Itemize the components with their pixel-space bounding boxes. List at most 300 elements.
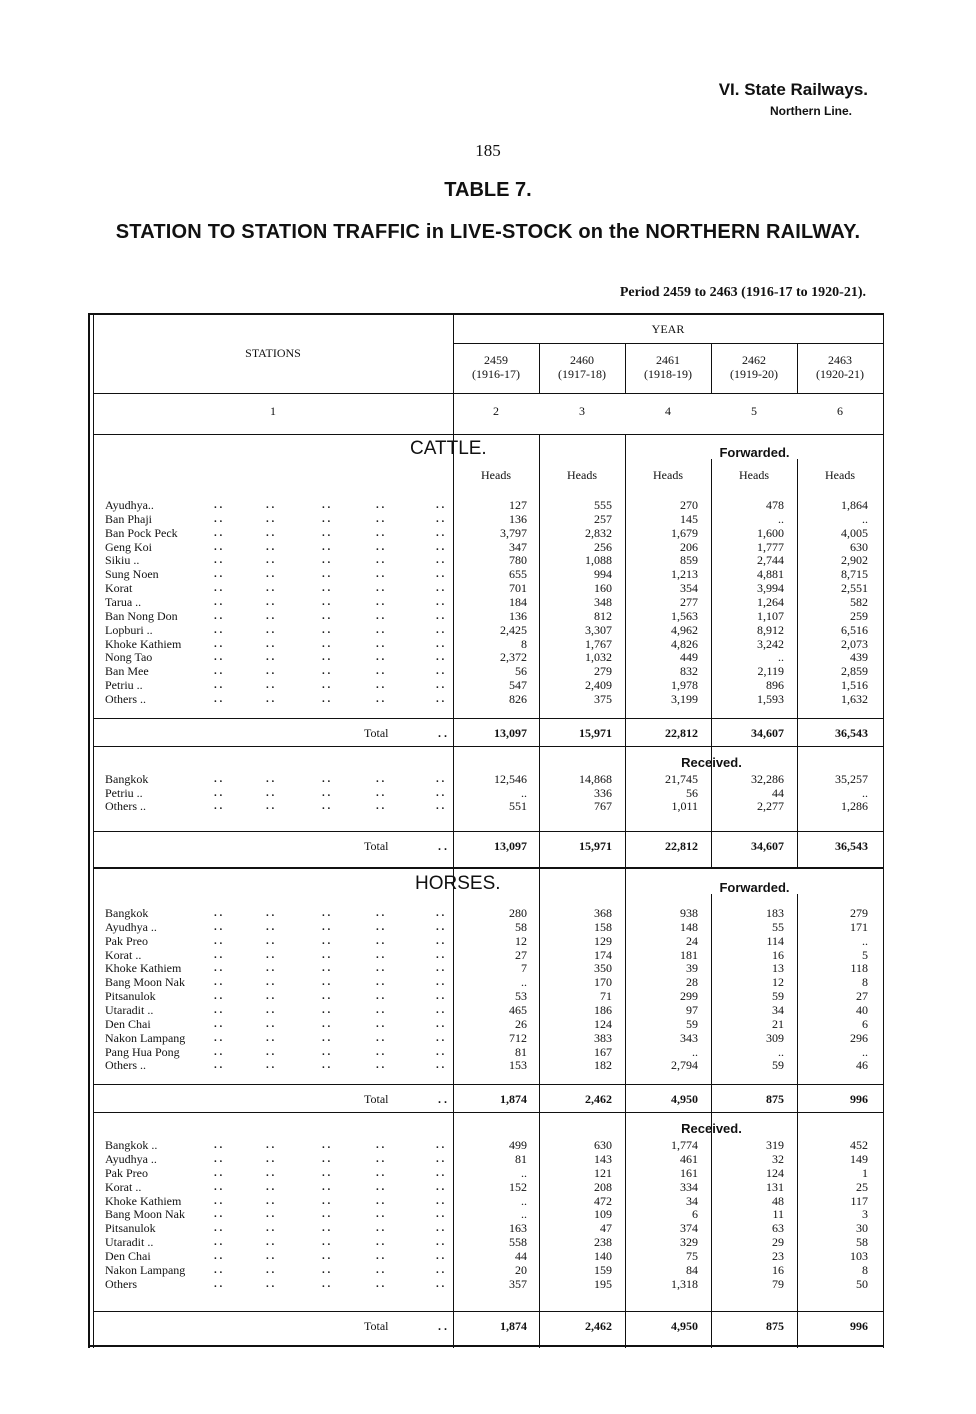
cattle-section-title: CATTLE. xyxy=(410,438,487,459)
cattle-forwarded-row: Sung Noen . . . . . . . . . . 655 994 1,213 4,881 8,715 xyxy=(105,567,868,582)
station-name: Others .. xyxy=(105,1058,146,1073)
year-be: 2462 xyxy=(742,353,766,367)
traffic-value: 58 xyxy=(856,1235,868,1250)
traffic-value: 1 xyxy=(862,1165,868,1180)
traffic-value: 1,264 xyxy=(757,594,784,609)
cattle-forwarded-row: Korat . . . . . . . . . . 701 160 354 3,994 2,551 xyxy=(105,581,868,596)
traffic-value: .. xyxy=(862,511,868,526)
station-name: Bangkok .. xyxy=(105,1138,158,1153)
traffic-value: 158 xyxy=(594,919,612,934)
traffic-value: 170 xyxy=(594,975,612,990)
traffic-value: 712 xyxy=(509,1030,527,1045)
year-be: 2460 xyxy=(570,353,594,367)
traffic-value: 449 xyxy=(680,650,698,665)
heads-unit-label: Heads xyxy=(825,468,855,482)
traffic-value: 14,868 xyxy=(579,771,612,786)
traffic-value: 174 xyxy=(594,947,612,962)
traffic-value: 3 xyxy=(862,1207,868,1222)
horses-received-row: Others . . . . . . . . . . 357 195 1,318 79 50 xyxy=(105,1276,868,1291)
traffic-value: 1,864 xyxy=(841,498,868,512)
total-value: 13,097 xyxy=(494,839,527,854)
traffic-value: 1,107 xyxy=(757,608,784,623)
cattle-received-row: Others .. . . . . . . . . . . 551 767 1,011 2,277 1,286 xyxy=(105,799,868,814)
station-name: Pak Preo xyxy=(105,1165,148,1180)
horses-received-row: Ayudhya .. . . . . . . . . . . 81 143 461 32 149 xyxy=(105,1152,868,1167)
traffic-value: 23 xyxy=(772,1249,784,1263)
traffic-value: 558 xyxy=(509,1235,527,1250)
traffic-value: 28 xyxy=(686,975,698,990)
traffic-value: 171 xyxy=(850,919,868,934)
total-value: 1,874 xyxy=(500,1092,527,1107)
traffic-value: 181 xyxy=(680,947,698,962)
traffic-value: 383 xyxy=(594,1030,612,1045)
total-value: 4,950 xyxy=(671,1318,698,1333)
station-name: Den Chai xyxy=(105,1016,151,1031)
traffic-value: 124 xyxy=(766,1165,784,1180)
horses-forwarded-row: Pak Preo . . . . . . . . . . 12 129 24 114 .. xyxy=(105,933,868,948)
station-name: Pak Preo xyxy=(105,933,148,948)
horses-forwarded-row: Ayudhya .. . . . . . . . . . . 58 158 148 55 171 xyxy=(105,919,868,934)
traffic-value: 1,088 xyxy=(585,553,612,568)
station-name: Nong Tao xyxy=(105,650,153,665)
traffic-value: .. xyxy=(862,933,868,948)
station-name: Ban Nong Don xyxy=(105,608,178,623)
traffic-value: 4,005 xyxy=(841,525,868,540)
traffic-value: 152 xyxy=(509,1179,527,1194)
traffic-value: 21,745 xyxy=(665,771,698,786)
station-name: Others .. xyxy=(105,691,146,706)
traffic-value: 140 xyxy=(594,1249,612,1263)
traffic-value: 1,774 xyxy=(671,1138,698,1153)
traffic-value: 296 xyxy=(850,1030,868,1045)
traffic-value: .. xyxy=(778,650,784,665)
horses-received-label: Received. xyxy=(681,1121,742,1137)
traffic-value: 25 xyxy=(856,1179,868,1194)
traffic-value: 832 xyxy=(680,664,698,679)
traffic-value: 63 xyxy=(772,1221,784,1236)
traffic-value: 6 xyxy=(862,1016,868,1031)
traffic-value: 16 xyxy=(772,947,784,962)
horses-forwarded-row: Pitsanulok . . . . . . . . . . 53 71 299 59 27 xyxy=(105,989,868,1004)
traffic-value: 2,832 xyxy=(585,525,612,540)
traffic-value: 2,859 xyxy=(841,664,868,679)
cattle-forwarded-row: Ban Nong Don . . . . . . . . . . 136 812 1,563 1,107 259 xyxy=(105,608,868,623)
traffic-value: .. xyxy=(862,785,868,800)
traffic-value: 27 xyxy=(856,989,868,1004)
year-column-header xyxy=(797,353,883,381)
traffic-value: 39 xyxy=(686,961,698,976)
traffic-value: 24 xyxy=(686,933,698,948)
year-be: 2459 xyxy=(484,353,508,367)
traffic-value: 182 xyxy=(594,1058,612,1073)
cattle-forwarded-row: Ban Pock Peck . . . . . . . . . . 3,797 2,832 1,679 1,600 4,005 xyxy=(105,525,868,540)
traffic-value: 8,715 xyxy=(841,567,868,582)
traffic-value: 2,277 xyxy=(757,799,784,814)
traffic-value: 159 xyxy=(594,1262,612,1277)
traffic-value: 4,962 xyxy=(671,622,698,637)
traffic-value: 299 xyxy=(680,989,698,1004)
traffic-value: 8 xyxy=(521,636,527,651)
traffic-value: 8 xyxy=(862,975,868,990)
traffic-value: 348 xyxy=(594,594,612,609)
traffic-value: 259 xyxy=(850,608,868,623)
traffic-value: 20 xyxy=(515,1262,527,1277)
station-name: Korat .. xyxy=(105,1179,142,1194)
traffic-value: 938 xyxy=(680,906,698,920)
traffic-value: 309 xyxy=(766,1030,784,1045)
traffic-value: 767 xyxy=(594,799,612,814)
traffic-value: 452 xyxy=(850,1138,868,1153)
traffic-value: .. xyxy=(521,1207,527,1222)
traffic-value: 1,679 xyxy=(671,525,698,540)
horses-forwarded-row: Pang Hua Pong . . . . . . . . . . 81 167 .. .. .. xyxy=(105,1044,868,1059)
cattle-forwarded-row: Nong Tao . . . . . . . . . . 2,372 1,032 449 .. 439 xyxy=(105,650,868,665)
traffic-value: 56 xyxy=(686,785,698,800)
traffic-value: 343 xyxy=(680,1030,698,1045)
year-column-header xyxy=(711,353,797,381)
year-column-header xyxy=(625,353,711,381)
total-value: 36,543 xyxy=(835,839,868,854)
traffic-value: 551 xyxy=(509,799,527,814)
traffic-value: 50 xyxy=(856,1276,868,1291)
total-value: 13,097 xyxy=(494,725,527,740)
station-name: Others xyxy=(105,1276,137,1291)
traffic-value: .. xyxy=(778,1044,784,1059)
cattle-forwarded-row: Geng Koi . . . . . . . . . . 347 256 206 1,777 630 xyxy=(105,539,868,554)
traffic-value: 1,777 xyxy=(757,539,784,554)
total-value: 875 xyxy=(766,1318,784,1333)
column-number: 6 xyxy=(837,404,843,418)
traffic-value: 1,213 xyxy=(671,567,698,582)
cattle-forwarded-row: Ban Phaji . . . . . . . . . . 136 257 145 .. .. xyxy=(105,511,868,526)
traffic-value: 6,516 xyxy=(841,622,868,637)
traffic-value: 439 xyxy=(850,650,868,665)
traffic-value: 161 xyxy=(680,1165,698,1180)
column-number: 5 xyxy=(751,404,757,418)
traffic-value: 124 xyxy=(594,1016,612,1031)
traffic-value: 56 xyxy=(515,664,527,679)
station-name: Lopburi .. xyxy=(105,622,153,637)
traffic-value: 336 xyxy=(594,785,612,800)
traffic-value: 1,032 xyxy=(585,650,612,665)
heads-unit-label: Heads xyxy=(739,468,769,482)
total-value: 2,462 xyxy=(585,1318,612,1333)
traffic-value: 32,286 xyxy=(751,771,784,786)
horses-forwarded-row: Korat .. . . . . . . . . . . 27 174 181 16 5 xyxy=(105,947,868,962)
year-ad: (1919-20) xyxy=(730,367,778,381)
traffic-value: 195 xyxy=(594,1276,612,1291)
station-name: Khoke Kathiem xyxy=(105,961,182,976)
traffic-value: 2,551 xyxy=(841,581,868,596)
traffic-value: 103 xyxy=(850,1249,868,1263)
traffic-value: 118 xyxy=(850,961,868,976)
traffic-value: .. xyxy=(692,1044,698,1059)
station-name: Nakon Lampang xyxy=(105,1262,186,1277)
horses-section-title: HORSES. xyxy=(415,873,501,894)
traffic-value: 127 xyxy=(509,498,527,512)
horses-forwarded-row: Bang Moon Nak . . . . . . . . . . .. 170 28 12 8 xyxy=(105,975,868,990)
horses-received-row: Pitsanulok . . . . . . . . . . 163 47 374 63 30 xyxy=(105,1221,868,1236)
traffic-value: 630 xyxy=(594,1138,612,1153)
traffic-value: 280 xyxy=(509,906,527,920)
cattle-forwarded-row: Tarua .. . . . . . . . . . . 184 348 277 1,264 582 xyxy=(105,594,868,609)
traffic-value: 368 xyxy=(594,906,612,920)
page-number: 185 xyxy=(475,141,501,160)
traffic-value: 71 xyxy=(600,989,612,1004)
total-value: 22,812 xyxy=(665,725,698,740)
station-name: Tarua .. xyxy=(105,594,142,609)
traffic-value: 1,011 xyxy=(671,799,698,814)
year-header: YEAR xyxy=(651,322,685,336)
traffic-value: 29 xyxy=(772,1235,784,1250)
traffic-value: 826 xyxy=(509,691,527,706)
station-name: Bang Moon Nak xyxy=(105,1207,185,1222)
cattle-forwarded-row: Petriu .. . . . . . . . . . . 547 2,409 1,978 896 1,516 xyxy=(105,678,868,693)
traffic-value: 279 xyxy=(850,906,868,920)
traffic-value: 3,242 xyxy=(757,636,784,651)
cattle-forwarded-label: Forwarded. xyxy=(719,445,790,460)
total-label: Total xyxy=(364,839,389,854)
traffic-value: 2,794 xyxy=(671,1058,698,1073)
horses-forwarded-row: Khoke Kathiem . . . . . . . . . . 7 350 39 13 118 xyxy=(105,961,868,976)
year-ad: (1916-17) xyxy=(472,367,520,381)
total-value: 4,950 xyxy=(671,1092,698,1107)
traffic-value: 859 xyxy=(680,553,698,568)
total-value: 2,462 xyxy=(585,1092,612,1107)
traffic-value: 55 xyxy=(772,919,784,934)
traffic-value: 121 xyxy=(594,1165,612,1180)
traffic-value: 44 xyxy=(772,785,784,800)
traffic-value: 58 xyxy=(515,919,527,934)
station-name: Utaradit .. xyxy=(105,1235,154,1250)
traffic-value: 109 xyxy=(594,1207,612,1222)
leader-dots: . . xyxy=(438,1092,447,1107)
horses-forwarded-row: Den Chai . . . . . . . . . . 26 124 59 21 6 xyxy=(105,1016,868,1031)
traffic-value: 994 xyxy=(594,567,612,582)
traffic-value: .. xyxy=(521,785,527,800)
cattle-forwarded-row: Khoke Kathiem . . . . . . . . . . 8 1,767 4,826 3,242 2,073 xyxy=(105,636,868,651)
traffic-value: 12 xyxy=(515,933,527,948)
line-subheading: Northern Line. xyxy=(769,104,852,118)
traffic-value: 655 xyxy=(509,567,527,582)
traffic-value: 2,119 xyxy=(757,664,784,679)
traffic-value: 6 xyxy=(692,1207,698,1222)
traffic-value: 97 xyxy=(686,1002,698,1017)
station-name: Others .. xyxy=(105,799,146,814)
traffic-value: 374 xyxy=(680,1221,698,1236)
station-name: Nakon Lampang xyxy=(105,1030,186,1045)
traffic-value: 461 xyxy=(680,1152,698,1167)
total-value: 996 xyxy=(850,1092,868,1107)
leader-dots: . . xyxy=(438,725,447,740)
traffic-value: 59 xyxy=(686,1016,698,1031)
table-number: TABLE 7. xyxy=(444,179,532,201)
traffic-value: 2,425 xyxy=(500,622,527,637)
horses-forwarded-row: Bangkok . . . . . . . . . . 280 368 938 183 279 xyxy=(105,906,868,920)
traffic-value: 8 xyxy=(862,1262,868,1277)
traffic-value: 136 xyxy=(509,511,527,526)
station-name: Petriu .. xyxy=(105,785,143,800)
station-name: Ayudhya .. xyxy=(105,1152,157,1167)
traffic-value: 114 xyxy=(766,933,784,948)
year-be: 2461 xyxy=(656,353,680,367)
column-number: 3 xyxy=(579,404,585,418)
traffic-value: 184 xyxy=(509,594,527,609)
cattle-forwarded-row: Ayudhya.. . . . . . . . . . . 127 555 270 478 1,864 xyxy=(105,498,868,512)
traffic-value: .. xyxy=(521,1193,527,1208)
station-name: Sikiu .. xyxy=(105,553,140,568)
traffic-value: 1,632 xyxy=(841,691,868,706)
traffic-value: 208 xyxy=(594,1179,612,1194)
station-name: Sung Noen xyxy=(105,567,159,582)
station-name: Khoke Kathiem xyxy=(105,1193,182,1208)
traffic-value: 780 xyxy=(509,553,527,568)
station-name: Ban Phaji xyxy=(105,511,152,526)
traffic-value: 143 xyxy=(594,1152,612,1167)
traffic-value: 238 xyxy=(594,1235,612,1250)
traffic-value: 375 xyxy=(594,691,612,706)
traffic-value: 26 xyxy=(515,1016,527,1031)
traffic-value: 206 xyxy=(680,539,698,554)
traffic-value: 465 xyxy=(509,1002,527,1017)
traffic-value: 46 xyxy=(856,1058,868,1073)
traffic-value: 1,767 xyxy=(585,636,612,651)
total-label: Total xyxy=(364,725,389,740)
traffic-value: 1,978 xyxy=(671,678,698,693)
traffic-value: 167 xyxy=(594,1044,612,1059)
traffic-value: 148 xyxy=(680,919,698,934)
horses-received-row: Utaradit .. . . . . . . . . . . 558 238 329 29 58 xyxy=(105,1235,868,1250)
traffic-value: 8,912 xyxy=(757,622,784,637)
traffic-value: 2,073 xyxy=(841,636,868,651)
traffic-value: 277 xyxy=(680,594,698,609)
traffic-value: 256 xyxy=(594,539,612,554)
traffic-value: 329 xyxy=(680,1235,698,1250)
traffic-value: 53 xyxy=(515,989,527,1004)
traffic-value: 2,744 xyxy=(757,553,784,568)
traffic-value: 160 xyxy=(594,581,612,596)
horses-received-row: Nakon Lampang . . . . . . . . . . 20 159 84 16 8 xyxy=(105,1262,868,1277)
horses-received-row: Khoke Kathiem . . . . . . . . . . .. 472 34 48 117 xyxy=(105,1193,868,1208)
traffic-value: .. xyxy=(862,1044,868,1059)
traffic-value: 3,199 xyxy=(671,691,698,706)
traffic-value: 13 xyxy=(772,961,784,976)
total-label: Total xyxy=(364,1092,389,1107)
traffic-value: 11 xyxy=(772,1207,784,1222)
traffic-value: 32 xyxy=(772,1152,784,1167)
column-number: 1 xyxy=(270,404,276,418)
station-name: Den Chai xyxy=(105,1249,151,1263)
stations-header: STATIONS xyxy=(245,346,301,360)
traffic-value: 79 xyxy=(772,1276,784,1291)
traffic-value: 183 xyxy=(766,906,784,920)
traffic-value: 4,826 xyxy=(671,636,698,651)
total-value: 996 xyxy=(850,1318,868,1333)
station-name: Korat xyxy=(105,581,133,596)
cattle-received-row: Petriu .. . . . . . . . . . . .. 336 56 44 .. xyxy=(105,785,868,800)
station-name: Pitsanulok xyxy=(105,989,156,1004)
traffic-value: 136 xyxy=(509,608,527,623)
traffic-value: 35,257 xyxy=(835,771,868,786)
horses-received-row: Pak Preo . . . . . . . . . . .. 121 161 124 1 xyxy=(105,1165,868,1180)
station-name: Bangkok xyxy=(105,771,149,786)
traffic-value: 3,307 xyxy=(585,622,612,637)
station-name: Ban Pock Peck xyxy=(105,525,178,540)
traffic-value: 30 xyxy=(856,1221,868,1236)
traffic-value: 357 xyxy=(509,1276,527,1291)
traffic-value: 47 xyxy=(600,1221,612,1236)
cattle-forwarded-row: Lopburi .. . . . . . . . . . . 2,425 3,307 4,962 8,912 6,516 xyxy=(105,622,868,637)
cattle-forwarded-row: Others .. . . . . . . . . . . 826 375 3,199 1,593 1,632 xyxy=(105,691,868,706)
traffic-value: 7 xyxy=(521,961,527,976)
station-name: Bang Moon Nak xyxy=(105,975,185,990)
traffic-value: 81 xyxy=(515,1152,527,1167)
heads-unit-label: Heads xyxy=(481,468,511,482)
traffic-value: 3,994 xyxy=(757,581,784,596)
station-name: Ban Mee xyxy=(105,664,149,679)
station-name: Ayudhya.. xyxy=(105,498,154,512)
heads-unit-label: Heads xyxy=(653,468,683,482)
horses-received-row: Den Chai . . . . . . . . . . 44 140 75 23 103 xyxy=(105,1249,868,1263)
traffic-value: 21 xyxy=(772,1016,784,1031)
total-value: 36,543 xyxy=(835,725,868,740)
traffic-value: 701 xyxy=(509,581,527,596)
traffic-value: 582 xyxy=(850,594,868,609)
traffic-value: 44 xyxy=(515,1249,527,1263)
traffic-value: 499 xyxy=(509,1138,527,1153)
traffic-value: 555 xyxy=(594,498,612,512)
year-ad: (1918-19) xyxy=(644,367,692,381)
traffic-value: 3,797 xyxy=(500,525,527,540)
traffic-value: 547 xyxy=(509,678,527,693)
station-name: Geng Koi xyxy=(105,539,152,554)
traffic-value: 1,593 xyxy=(757,691,784,706)
station-name: Korat .. xyxy=(105,947,142,962)
traffic-value: 131 xyxy=(766,1179,784,1194)
total-value: 34,607 xyxy=(751,725,784,740)
traffic-value: 4,881 xyxy=(757,567,784,582)
traffic-value: 270 xyxy=(680,498,698,512)
column-number: 2 xyxy=(493,404,499,418)
horses-received-row: Bangkok .. . . . . . . . . . . 499 630 1,774 319 452 xyxy=(105,1138,868,1153)
heads-unit-label: Heads xyxy=(567,468,597,482)
traffic-value: 149 xyxy=(850,1152,868,1167)
traffic-value: 12,546 xyxy=(494,771,527,786)
traffic-value: 75 xyxy=(686,1249,698,1263)
leader-dots: . . xyxy=(438,1318,447,1333)
year-be: 2463 xyxy=(828,353,852,367)
traffic-value: 27 xyxy=(515,947,527,962)
traffic-value: .. xyxy=(521,975,527,990)
section-heading: VI. State Railways. xyxy=(718,80,868,99)
total-value: 22,812 xyxy=(665,839,698,854)
total-value: 1,874 xyxy=(500,1318,527,1333)
traffic-value: 186 xyxy=(594,1002,612,1017)
traffic-value: .. xyxy=(521,1165,527,1180)
year-column-header xyxy=(539,353,625,381)
traffic-value: 279 xyxy=(594,664,612,679)
traffic-value: 354 xyxy=(680,581,698,596)
traffic-value: 5 xyxy=(862,947,868,962)
period-note: Period 2459 to 2463 (1916-17 to 1920-21). xyxy=(619,285,866,300)
traffic-value: 1,286 xyxy=(841,799,868,814)
traffic-value: 812 xyxy=(594,608,612,623)
year-ad: (1920-21) xyxy=(816,367,864,381)
table-title: STATION TO STATION TRAFFIC in LIVE-STOCK on the NORTHERN RAILWAY. xyxy=(115,221,861,243)
station-name: Petriu .. xyxy=(105,678,143,693)
traffic-value: 48 xyxy=(772,1193,784,1208)
traffic-value: 12 xyxy=(772,975,784,990)
